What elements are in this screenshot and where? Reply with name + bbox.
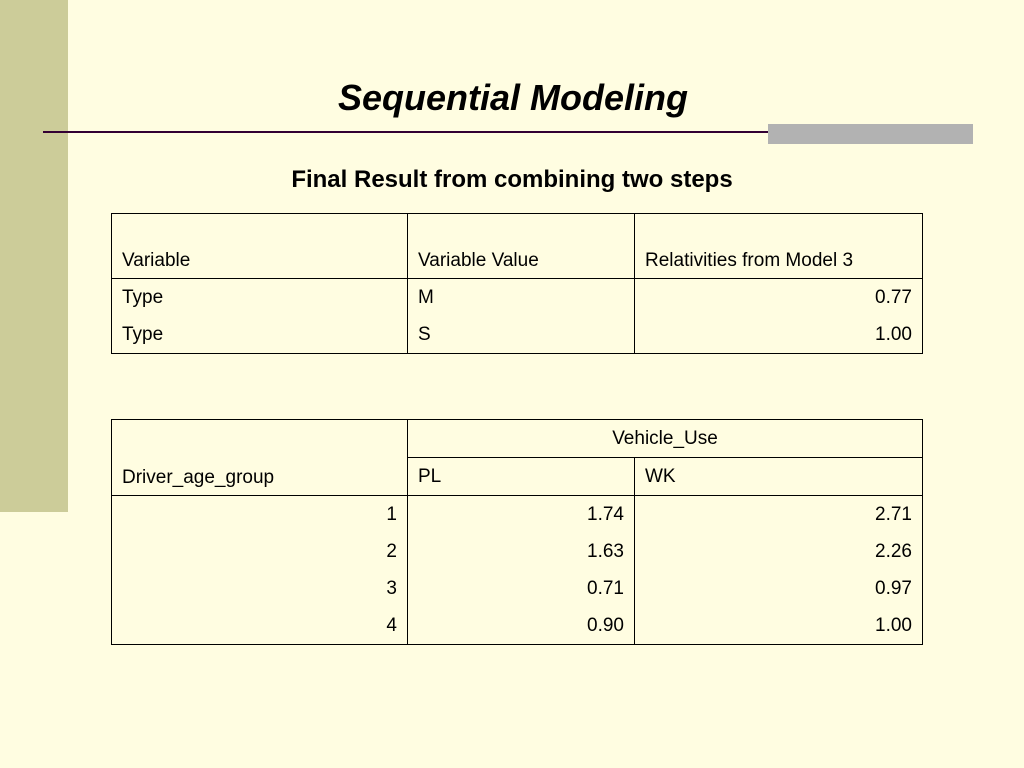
relativities-table: [111, 213, 923, 354]
table-header-row: [112, 420, 923, 458]
column-header-relativities: Relativities from Model 3: [635, 214, 923, 279]
column-header-pl: PL: [408, 458, 635, 496]
cell-age-group: 4: [112, 607, 408, 645]
table-row: [112, 607, 923, 645]
cell-variable: Type: [112, 316, 408, 354]
cell-age-group: 2: [112, 533, 408, 570]
column-header-wk: WK: [635, 458, 923, 496]
cell-pl: 1.74: [408, 496, 635, 534]
table-row: [112, 533, 923, 570]
cell-variable-value: M: [408, 279, 635, 317]
cell-pl: 0.90: [408, 607, 635, 645]
cell-wk: 0.97: [635, 570, 923, 607]
slide-subtitle: Final Result from combining two steps: [291, 166, 733, 193]
cell-relativity: 0.77: [635, 279, 923, 317]
title-accent-bar: [768, 124, 973, 144]
table-row: [112, 496, 923, 534]
cell-variable: Type: [112, 279, 408, 317]
cell-wk: 2.26: [635, 533, 923, 570]
cell-relativity: 1.00: [635, 316, 923, 354]
slide-title: Sequential Modeling: [337, 77, 688, 118]
column-header-variable-value: Variable Value: [408, 214, 635, 279]
row-header-driver-age-group: Driver_age_group: [112, 420, 408, 496]
column-header-variable: Variable: [112, 214, 408, 279]
table-row: [112, 316, 923, 354]
table-header-row: [112, 214, 923, 279]
cell-wk: 2.71: [635, 496, 923, 534]
cell-age-group: 1: [112, 496, 408, 534]
cell-pl: 1.63: [408, 533, 635, 570]
cell-variable-value: S: [408, 316, 635, 354]
group-header-vehicle-use: Vehicle_Use: [408, 420, 923, 458]
table-row: [112, 570, 923, 607]
cell-age-group: 3: [112, 570, 408, 607]
cell-wk: 1.00: [635, 607, 923, 645]
driver-age-vehicle-use-table: [111, 419, 923, 645]
cell-pl: 0.71: [408, 570, 635, 607]
table-row: [112, 279, 923, 317]
